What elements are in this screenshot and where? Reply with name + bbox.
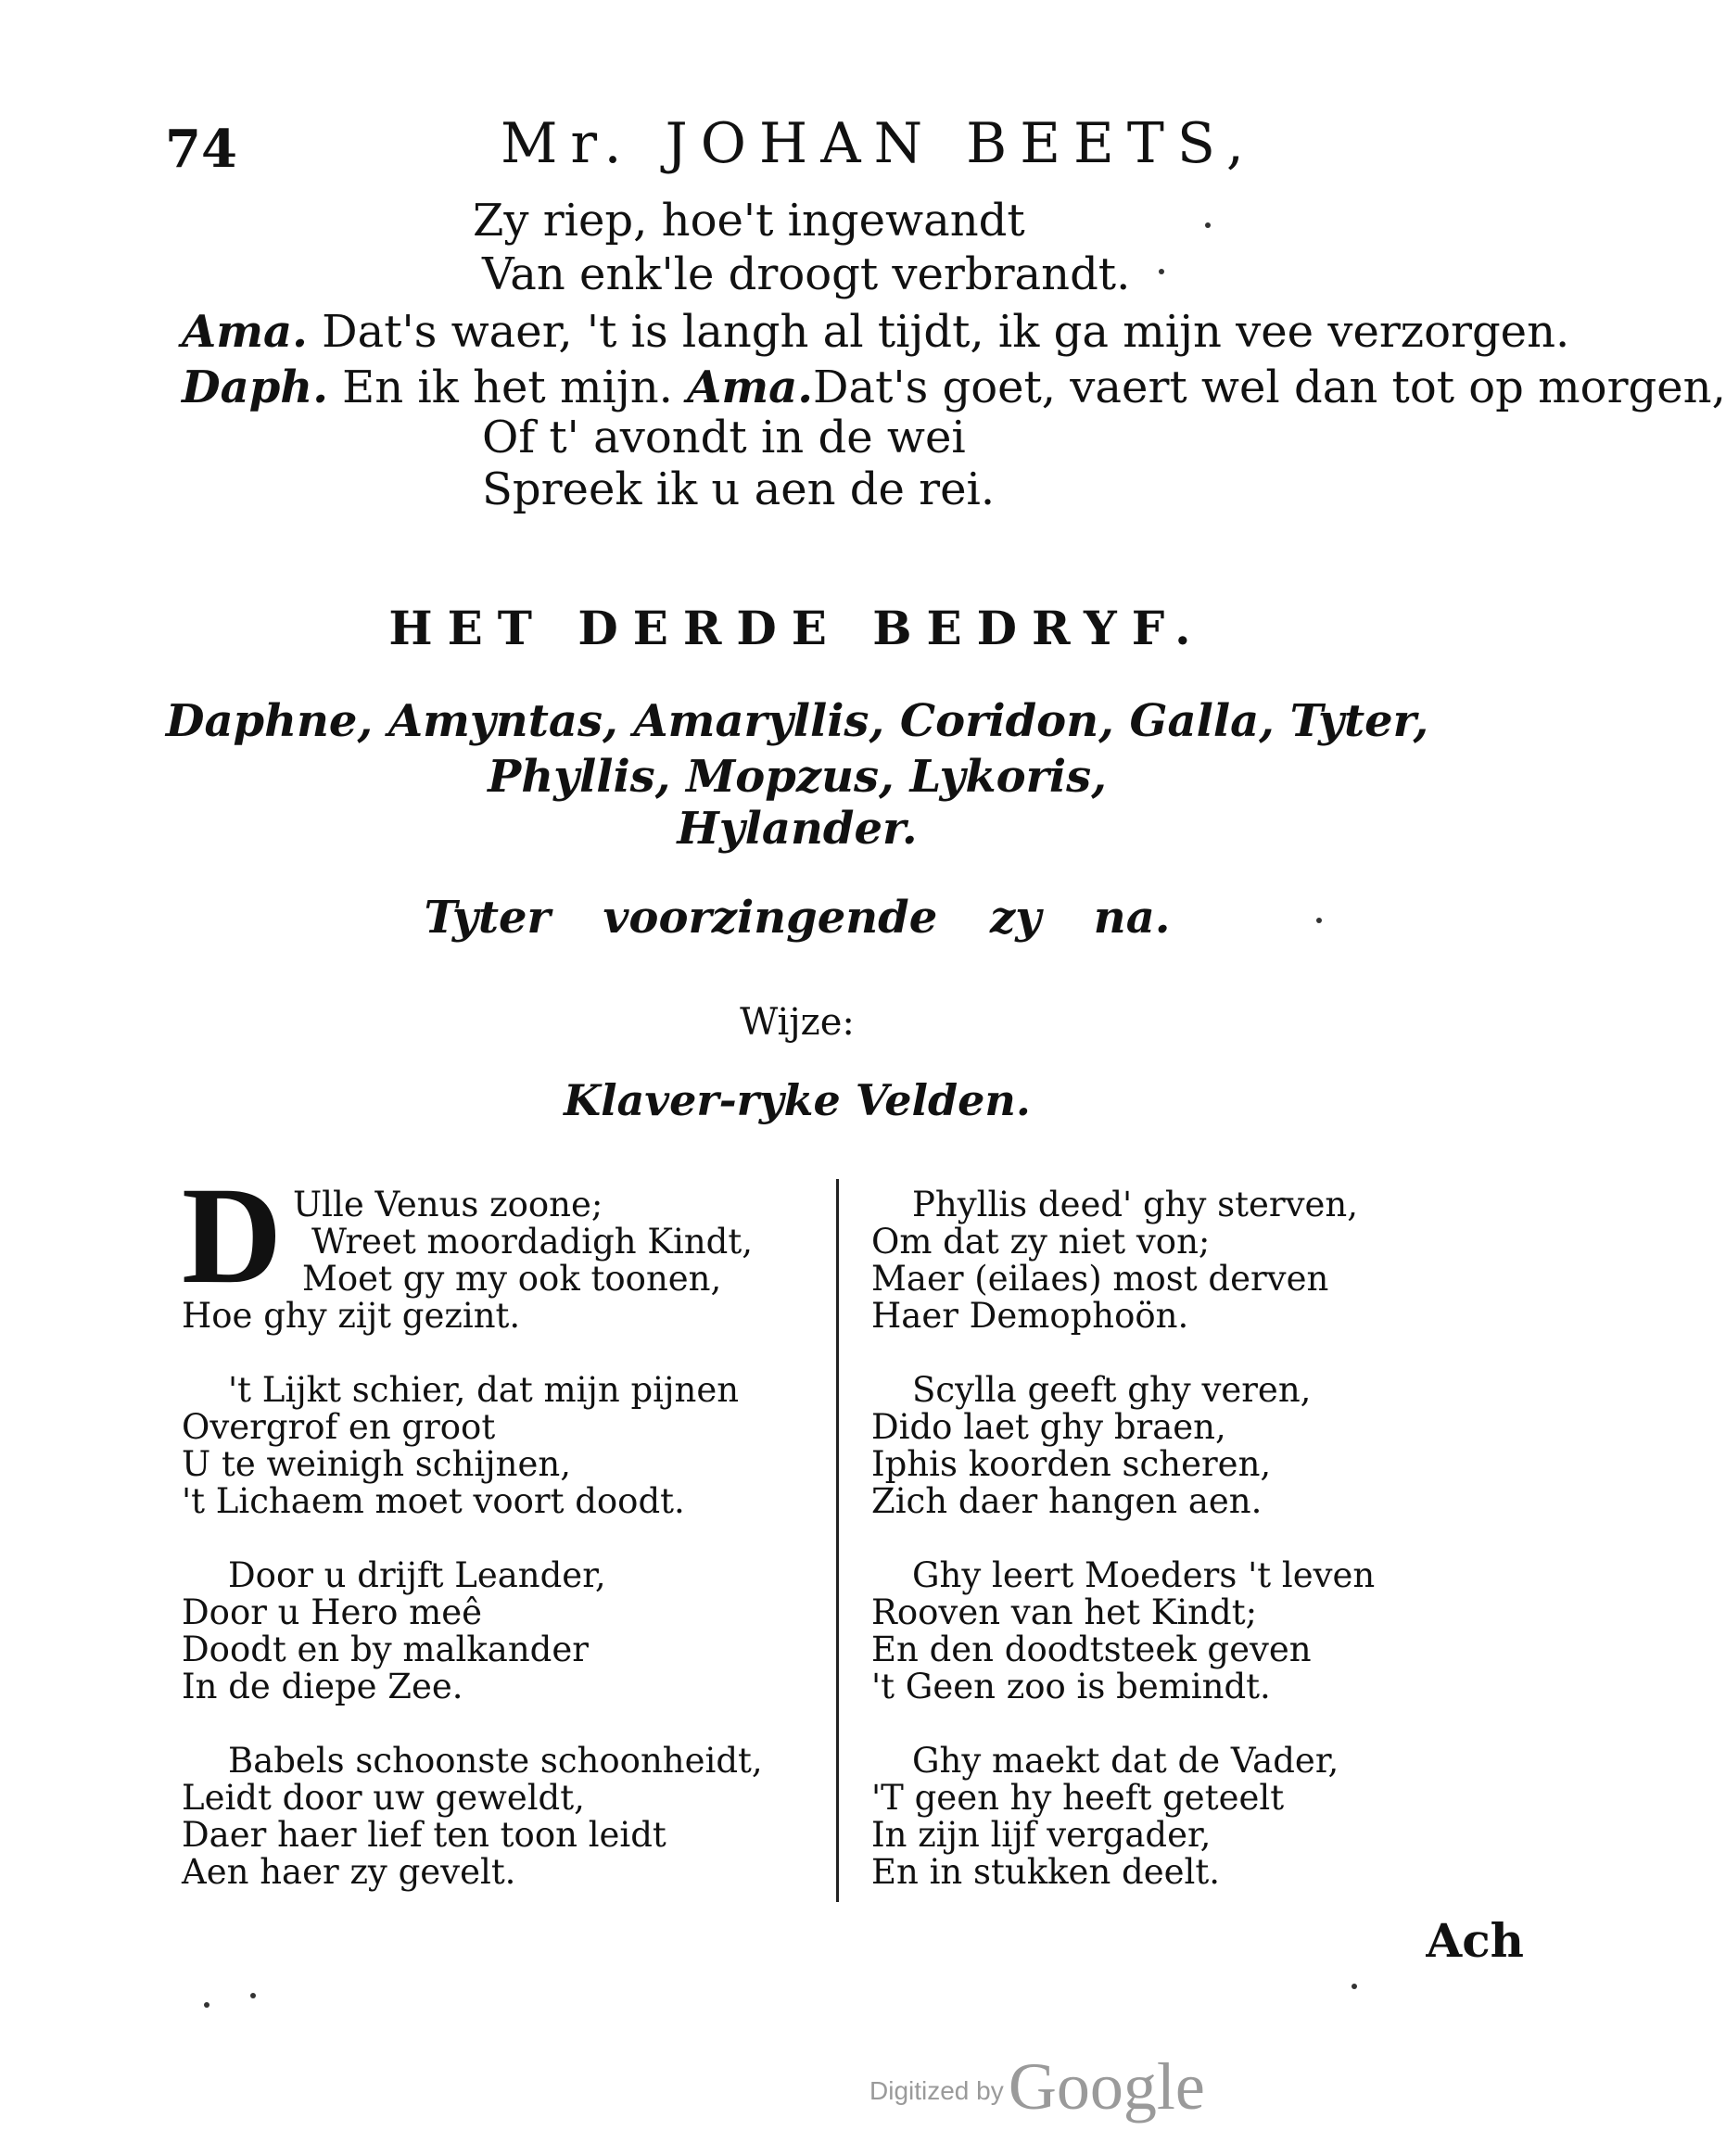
tune-name: Klaver-ryke Velden. xyxy=(564,1075,1031,1125)
verse-text: Dat's waer, 't is langh al tijdt, ik ga mijn vee verzorgen. xyxy=(322,306,1570,358)
poem-line: Phyllis deed' ghy sterven, xyxy=(912,1185,1358,1224)
poem-line: Iphis koorden scheren, xyxy=(871,1444,1272,1484)
drop-cap: D xyxy=(182,1159,283,1313)
stanza xyxy=(871,1186,1390,1335)
speaker-label: Ama. xyxy=(182,306,308,358)
stanza xyxy=(871,1743,1390,1891)
scan-speck xyxy=(250,1993,256,1998)
verse-line: Van enk'le droogt verbrandt. xyxy=(482,248,1131,300)
page-number: 74 xyxy=(165,119,237,180)
cast-line: Phyllis, Mopzus, Lykoris, xyxy=(488,751,1107,803)
poem-line: Dido laet ghy braen, xyxy=(871,1407,1226,1447)
stanza xyxy=(182,1372,831,1520)
poem-line: Doodt en by malkander xyxy=(182,1630,589,1669)
act-heading: HET DERDE BEDRYF. xyxy=(388,601,1206,655)
stanza xyxy=(871,1372,1390,1520)
poem-line: Haer Demophoön. xyxy=(871,1296,1189,1336)
stage-direction: Tyter voorzingende zy na. xyxy=(424,892,1171,944)
scan-speck xyxy=(1352,1984,1357,1989)
poem-line: Scylla geeft ghy veren, xyxy=(912,1370,1312,1410)
digitized-watermark xyxy=(869,2048,1205,2125)
poem-line: U te weinigh schijnen, xyxy=(182,1444,571,1484)
running-head: Mr. JOHAN BEETS, xyxy=(501,111,1257,176)
stanza xyxy=(182,1557,831,1706)
poem-line: Door u Hero meê xyxy=(182,1592,483,1632)
speaker-label: Ama. xyxy=(687,361,813,413)
poem-left-column xyxy=(182,1186,831,1928)
poem-line: 't Lichaem moet voort doodt. xyxy=(182,1481,685,1521)
poem-right-column xyxy=(871,1186,1390,1928)
poem-line: Leidt door uw geweldt, xyxy=(182,1778,585,1818)
poem-line: 'T geen hy heeft geteelt xyxy=(871,1778,1285,1818)
scan-speck xyxy=(1316,918,1322,923)
verse-text: En ik het mijn. xyxy=(342,361,673,413)
poem-line: Overgrof en groot xyxy=(182,1407,496,1447)
poem-line: Maer (eilaes) most derven xyxy=(871,1259,1329,1299)
column-divider xyxy=(836,1179,839,1902)
poem-line: Zich daer hangen aen. xyxy=(871,1481,1263,1521)
stanza xyxy=(182,1186,831,1335)
poem-line: Rooven van het Kindt; xyxy=(871,1592,1258,1632)
verse-text: Dat's goet, vaert wel dan tot op morgen, xyxy=(812,361,1726,413)
poem-line: Daer haer lief ten toon leidt xyxy=(182,1815,666,1855)
verse-line: Of t' avondt in de wei xyxy=(482,412,966,463)
cast-line: Hylander. xyxy=(677,803,918,855)
speaker-label: Daph. xyxy=(182,361,328,413)
stanza xyxy=(182,1743,831,1891)
poem-line: Door u drijft Leander, xyxy=(228,1555,606,1595)
google-logo: Google xyxy=(1008,2049,1205,2124)
scan-speck xyxy=(204,2002,209,2008)
poem-line: In zijn lijf vergader, xyxy=(871,1815,1212,1855)
poem-line: Ulle Venus zoone; xyxy=(293,1185,603,1224)
poem-line: Om dat zy niet von; xyxy=(871,1222,1211,1262)
verse-line: Spreek ik u aen de rei. xyxy=(482,463,996,515)
poem-line: Moet gy my ook toonen, xyxy=(302,1259,722,1299)
catchword: Ach xyxy=(1426,1913,1524,1968)
poem-line: Ghy leert Moeders 't leven xyxy=(912,1555,1376,1595)
verse-line xyxy=(182,306,1570,358)
watermark-prefix: Digitized by xyxy=(869,2076,1004,2105)
cast-line: Daphne, Amyntas, Amaryllis, Coridon, Galla, Tyter, xyxy=(165,695,1429,747)
poem-line: En in stukken deelt. xyxy=(871,1852,1220,1892)
poem-line: Hoe ghy zijt gezint. xyxy=(182,1296,521,1336)
poem-line: 't Lijkt schier, dat mijn pijnen xyxy=(228,1370,740,1410)
scan-speck xyxy=(1159,269,1164,274)
poem-line: En den doodtsteek geven xyxy=(871,1630,1312,1669)
stanza xyxy=(871,1557,1390,1706)
poem-line: Wreet moordadigh Kindt, xyxy=(311,1222,753,1262)
verse-line xyxy=(182,361,1726,413)
poem-line: Aen haer zy gevelt. xyxy=(182,1852,516,1892)
poem-line: Babels schoonste schoonheidt, xyxy=(228,1741,763,1781)
poem-line: In de diepe Zee. xyxy=(182,1667,463,1706)
poem-line: Ghy maekt dat de Vader, xyxy=(912,1741,1339,1781)
tune-label: Wijze: xyxy=(740,1001,855,1044)
verse-line: Zy riep, hoe't ingewandt xyxy=(473,195,1025,247)
scan-speck xyxy=(1205,222,1211,228)
poem-line: 't Geen zoo is bemindt. xyxy=(871,1667,1271,1706)
